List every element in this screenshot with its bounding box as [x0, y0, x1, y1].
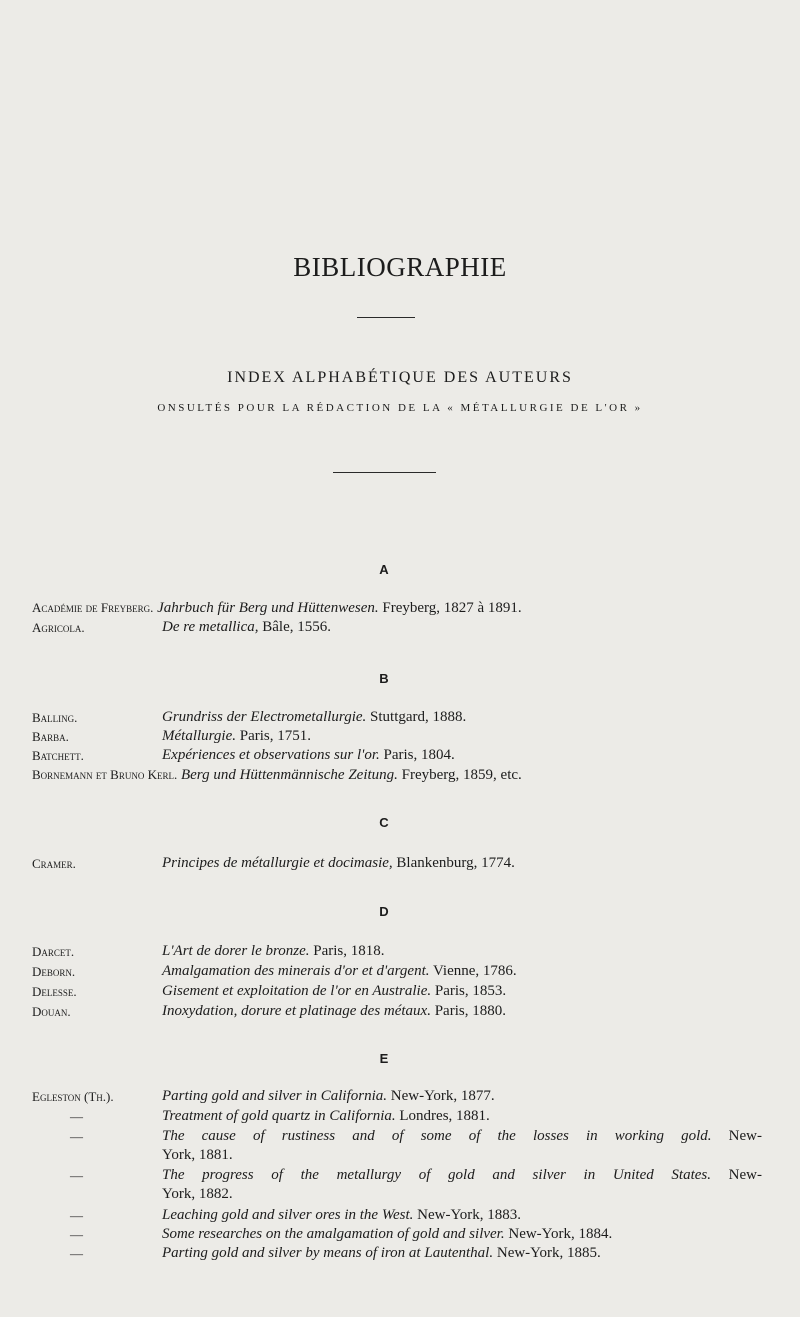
section-letter-c: C: [379, 815, 389, 830]
entry-row: [32, 982, 772, 1001]
entry-publication: Vienne, 1786.: [429, 963, 517, 979]
entry-title: The cause of rustiness and of some of the losses in working gold.: [162, 1128, 712, 1144]
entry-publication: Blankenburg, 1774.: [392, 855, 515, 871]
entry-publication: New-York, 1877.: [387, 1088, 495, 1104]
entry-continuation: York, 1881.: [162, 1147, 233, 1163]
ditto-mark: —: [70, 1168, 83, 1183]
entry-publication: Londres, 1881.: [395, 1108, 490, 1124]
entry-publication: Freyberg, 1827 à 1891.: [378, 600, 522, 616]
entry-row: [32, 1002, 772, 1021]
entry-title: Some researches on the amalgamation of gold and silver.: [162, 1226, 505, 1242]
entry-row: [32, 854, 772, 873]
entry-title: Parting gold and silver in California.: [162, 1088, 388, 1104]
entry-title: De re metallica,: [162, 619, 259, 635]
entry-author: Deborn.: [32, 964, 76, 979]
entry-title: Métallurgie.: [162, 728, 237, 744]
section-letter-b: B: [379, 671, 389, 686]
entry-wrapped-text: [162, 1166, 762, 1204]
entry-title: Berg und Hüttenmännische Zeitung.: [180, 767, 398, 783]
index-heading: INDEX ALPHABÉTIQUE DES AUTEURS: [227, 369, 573, 386]
entry-row: [32, 1087, 772, 1106]
entry-row: [32, 746, 772, 765]
entry-title: Inoxydation, dorure et platinage des métaux.: [162, 1003, 431, 1019]
index-divider: [333, 472, 436, 473]
ditto-mark: —: [70, 1129, 83, 1144]
entry-title: Parting gold and silver by means of iron at Lautenthal.: [162, 1245, 494, 1261]
title-divider: [357, 317, 415, 318]
entry-title: Jahrbuch für Berg und Hüttenwesen.: [157, 600, 379, 616]
entry-title: The progress of the metallurgy of gold and silver in United States.: [162, 1167, 711, 1183]
entry-title: Amalgamation des minerais d'or et d'argent.: [162, 963, 430, 979]
entry-row: [32, 765, 772, 785]
entry-publication: New-: [711, 1128, 762, 1144]
entry-title: Grundriss der Electrometallurgie.: [162, 709, 367, 725]
ditto-mark: —: [70, 1109, 83, 1124]
entry-author: Agricola.: [32, 620, 85, 635]
entry-author: Barba.: [32, 729, 69, 744]
entry-publication: New-York, 1884.: [504, 1226, 613, 1242]
entry-title: Leaching gold and silver ores in the West.: [162, 1207, 414, 1223]
index-subheading: ONSULTÉS POUR LA RÉDACTION DE LA « MÉTALLURGIE DE L'OR »: [157, 402, 643, 414]
section-letter-a: A: [379, 562, 389, 577]
entry-publication: Paris, 1751.: [236, 728, 312, 744]
entry-publication: New-: [710, 1167, 762, 1183]
ditto-mark: —: [70, 1227, 83, 1242]
entry-row: [32, 618, 772, 637]
entry-author: Académie de Freyberg.: [32, 600, 154, 615]
entry-publication: Stuttgard, 1888.: [366, 709, 467, 725]
entry-publication: Paris, 1818.: [309, 943, 385, 959]
section-letter-e: E: [379, 1051, 389, 1066]
entry-author: Darcet.: [32, 944, 75, 959]
entry-row: [32, 962, 772, 981]
entry-publication: Paris, 1804.: [379, 747, 455, 763]
entry-row: [32, 708, 772, 727]
entry-publication: New-York, 1883.: [413, 1207, 522, 1223]
entry-publication: New-York, 1885.: [493, 1245, 601, 1261]
entry-continuation: York, 1882.: [162, 1186, 233, 1202]
entry-author: Cramer.: [32, 856, 76, 871]
entry-row: [32, 1244, 772, 1263]
entry-author: Balling.: [32, 710, 78, 725]
ditto-mark: —: [70, 1208, 83, 1223]
entry-title: Principes de métallurgie et docimasie,: [162, 855, 393, 871]
entry-publication: Paris, 1880.: [430, 1003, 506, 1019]
entry-wrapped-text: [162, 1127, 762, 1165]
section-letter-d: D: [379, 904, 389, 919]
entry-author: Douan.: [32, 1004, 71, 1019]
entry-row: [32, 942, 772, 961]
entry-title: L'Art de dorer le bronze.: [162, 943, 310, 959]
entry-row: [32, 1225, 772, 1244]
ditto-mark: —: [70, 1246, 83, 1261]
entry-row: [32, 727, 772, 746]
entry-row: [32, 1107, 772, 1126]
page-title: BIBLIOGRAPHIE: [293, 252, 507, 282]
entry-author: Bornemann et Bruno Kerl.: [32, 767, 178, 782]
entry-title: Gisement et exploitation de l'or en Australie.: [162, 983, 432, 999]
entry-title: Expériences et observations sur l'or.: [162, 747, 380, 763]
entry-publication: Paris, 1853.: [431, 983, 507, 999]
entry-author: Delesse.: [32, 984, 77, 999]
entry-row: [32, 1206, 772, 1225]
entry-publication: Freyberg, 1859, etc.: [397, 767, 522, 783]
entry-row: [32, 598, 772, 618]
entry-publication: Bâle, 1556.: [258, 619, 331, 635]
entry-author: Batchett.: [32, 748, 84, 763]
entry-title: Treatment of gold quartz in California.: [162, 1108, 396, 1124]
entry-author: Egleston (Th.).: [32, 1089, 114, 1104]
